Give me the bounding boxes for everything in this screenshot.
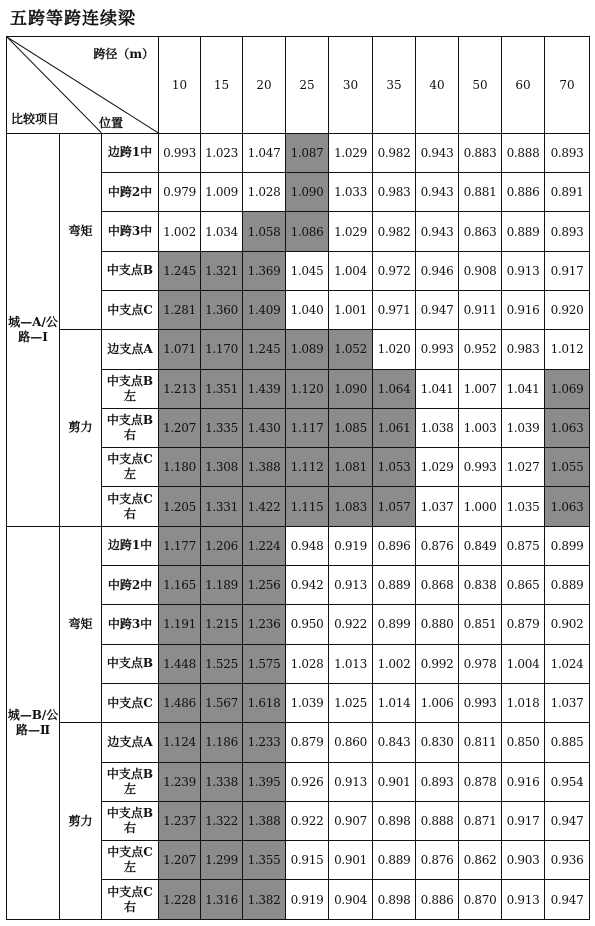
value-cell: 1.040 — [286, 290, 329, 329]
value-cell-highlighted: 1.322 — [201, 801, 243, 840]
value-cell-highlighted: 1.395 — [243, 762, 286, 801]
value-cell: 0.907 — [329, 801, 373, 840]
value-cell: 0.889 — [502, 212, 545, 251]
value-cell: 0.943 — [416, 173, 459, 212]
force-type-cell: 弯矩 — [60, 526, 102, 722]
value-cell-highlighted: 1.575 — [243, 644, 286, 683]
value-cell-highlighted: 1.083 — [329, 487, 373, 526]
value-cell: 0.893 — [416, 762, 459, 801]
value-cell: 0.982 — [373, 212, 416, 251]
position-cell: 中跨3中 — [102, 605, 159, 644]
value-cell-highlighted: 1.245 — [159, 251, 201, 290]
value-cell: 1.028 — [286, 644, 329, 683]
value-cell: 0.936 — [545, 841, 590, 880]
value-cell: 0.993 — [159, 133, 201, 172]
value-cell-highlighted: 1.061 — [373, 408, 416, 447]
value-cell-highlighted: 1.086 — [286, 212, 329, 251]
value-cell: 0.983 — [502, 330, 545, 369]
value-cell-highlighted: 1.085 — [329, 408, 373, 447]
value-cell: 1.028 — [243, 173, 286, 212]
value-cell: 0.919 — [329, 526, 373, 565]
value-cell-highlighted: 1.063 — [545, 487, 590, 526]
value-cell: 1.001 — [329, 290, 373, 329]
value-cell: 0.913 — [329, 566, 373, 605]
value-cell: 0.893 — [545, 212, 590, 251]
value-cell-highlighted: 1.117 — [286, 408, 329, 447]
value-cell: 1.006 — [416, 683, 459, 722]
value-cell: 0.891 — [545, 173, 590, 212]
force-type-cell: 剪力 — [60, 723, 102, 920]
value-cell-highlighted: 1.112 — [286, 448, 329, 487]
position-cell: 中支点C左 — [102, 448, 159, 487]
value-cell: 0.993 — [459, 448, 502, 487]
position-cell: 边跨1中 — [102, 133, 159, 172]
load-group-cell: 城—A/公路—Ⅰ — [7, 133, 60, 526]
value-cell: 1.002 — [159, 212, 201, 251]
value-cell: 0.843 — [373, 723, 416, 762]
value-cell-highlighted: 1.057 — [373, 487, 416, 526]
value-cell: 0.881 — [459, 173, 502, 212]
value-cell: 0.913 — [502, 251, 545, 290]
value-cell-highlighted: 1.058 — [243, 212, 286, 251]
value-cell-highlighted: 1.360 — [201, 290, 243, 329]
value-cell: 0.920 — [545, 290, 590, 329]
value-cell-highlighted: 1.331 — [201, 487, 243, 526]
value-cell: 0.978 — [459, 644, 502, 683]
value-cell-highlighted: 1.055 — [545, 448, 590, 487]
value-cell: 0.880 — [416, 605, 459, 644]
value-cell: 0.926 — [286, 762, 329, 801]
value-cell-highlighted: 1.189 — [201, 566, 243, 605]
value-cell: 1.035 — [502, 487, 545, 526]
value-cell: 0.879 — [502, 605, 545, 644]
value-cell-highlighted: 1.321 — [201, 251, 243, 290]
value-cell: 0.886 — [416, 880, 459, 920]
value-cell: 0.943 — [416, 133, 459, 172]
force-type-cell: 弯矩 — [60, 133, 102, 329]
value-cell: 0.871 — [459, 801, 502, 840]
value-cell: 1.007 — [459, 369, 502, 408]
value-cell: 0.952 — [459, 330, 502, 369]
value-cell-highlighted: 1.237 — [159, 801, 201, 840]
value-cell-highlighted: 1.170 — [201, 330, 243, 369]
value-cell: 1.047 — [243, 133, 286, 172]
value-cell-highlighted: 1.215 — [201, 605, 243, 644]
value-cell: 0.889 — [545, 566, 590, 605]
value-cell: 0.915 — [286, 841, 329, 880]
value-cell-highlighted: 1.233 — [243, 723, 286, 762]
table-title: 五跨等跨连续梁 — [10, 9, 136, 29]
value-cell-highlighted: 1.351 — [201, 369, 243, 408]
value-cell: 0.913 — [502, 880, 545, 920]
value-cell: 1.037 — [416, 487, 459, 526]
value-cell-highlighted: 1.256 — [243, 566, 286, 605]
value-cell-highlighted: 1.409 — [243, 290, 286, 329]
value-cell: 1.004 — [502, 644, 545, 683]
value-cell: 0.948 — [286, 526, 329, 565]
value-cell-highlighted: 1.120 — [286, 369, 329, 408]
span-header-cell: 30 — [329, 37, 373, 134]
value-cell: 0.911 — [459, 290, 502, 329]
value-cell-highlighted: 1.422 — [243, 487, 286, 526]
position-cell: 中支点C右 — [102, 487, 159, 526]
value-cell: 1.018 — [502, 683, 545, 722]
value-cell-highlighted: 1.486 — [159, 683, 201, 722]
value-cell: 0.888 — [416, 801, 459, 840]
value-cell-highlighted: 1.439 — [243, 369, 286, 408]
span-header-cell: 25 — [286, 37, 329, 134]
value-cell: 1.009 — [201, 173, 243, 212]
value-cell: 0.876 — [416, 841, 459, 880]
value-cell-highlighted: 1.090 — [329, 369, 373, 408]
header-corner-cell — [7, 37, 159, 134]
value-cell: 1.023 — [201, 133, 243, 172]
value-cell: 0.875 — [502, 526, 545, 565]
value-cell-highlighted: 1.064 — [373, 369, 416, 408]
value-cell: 1.004 — [329, 251, 373, 290]
value-cell-highlighted: 1.081 — [329, 448, 373, 487]
value-cell: 0.903 — [502, 841, 545, 880]
value-cell-highlighted: 1.430 — [243, 408, 286, 447]
table-row — [7, 330, 590, 369]
value-cell-highlighted: 1.165 — [159, 566, 201, 605]
value-cell-highlighted: 1.308 — [201, 448, 243, 487]
value-cell: 0.901 — [373, 762, 416, 801]
value-cell-highlighted: 1.525 — [201, 644, 243, 683]
position-cell: 中支点C右 — [102, 880, 159, 920]
value-cell-highlighted: 1.071 — [159, 330, 201, 369]
value-cell: 1.038 — [416, 408, 459, 447]
value-cell: 0.889 — [373, 841, 416, 880]
value-cell-highlighted: 1.089 — [286, 330, 329, 369]
value-cell: 1.014 — [373, 683, 416, 722]
force-type-cell: 剪力 — [60, 330, 102, 526]
value-cell-highlighted: 1.618 — [243, 683, 286, 722]
value-cell-highlighted: 1.053 — [373, 448, 416, 487]
value-cell: 0.811 — [459, 723, 502, 762]
value-cell-highlighted: 1.177 — [159, 526, 201, 565]
value-cell: 0.870 — [459, 880, 502, 920]
value-cell: 0.883 — [459, 133, 502, 172]
value-cell: 1.029 — [416, 448, 459, 487]
value-cell: 0.863 — [459, 212, 502, 251]
value-cell: 0.851 — [459, 605, 502, 644]
value-cell: 1.020 — [373, 330, 416, 369]
value-cell: 0.899 — [373, 605, 416, 644]
value-cell: 1.037 — [545, 683, 590, 722]
value-cell: 0.946 — [416, 251, 459, 290]
position-cell: 边支点A — [102, 723, 159, 762]
value-cell: 1.033 — [329, 173, 373, 212]
value-cell: 0.902 — [545, 605, 590, 644]
value-cell: 0.878 — [459, 762, 502, 801]
value-cell-highlighted: 1.052 — [329, 330, 373, 369]
value-cell: 0.916 — [502, 762, 545, 801]
value-cell-highlighted: 1.567 — [201, 683, 243, 722]
value-cell: 1.025 — [329, 683, 373, 722]
span-axis-label: 跨径（m） — [93, 47, 155, 61]
value-cell: 1.041 — [502, 369, 545, 408]
value-cell: 0.889 — [373, 566, 416, 605]
value-cell: 1.045 — [286, 251, 329, 290]
value-cell: 0.876 — [416, 526, 459, 565]
value-cell-highlighted: 1.207 — [159, 408, 201, 447]
value-cell: 0.950 — [286, 605, 329, 644]
value-cell: 0.971 — [373, 290, 416, 329]
value-cell: 1.039 — [286, 683, 329, 722]
position-cell: 中支点C — [102, 683, 159, 722]
position-cell: 中跨2中 — [102, 566, 159, 605]
value-cell: 0.862 — [459, 841, 502, 880]
value-cell: 1.027 — [502, 448, 545, 487]
value-cell: 0.943 — [416, 212, 459, 251]
value-cell-highlighted: 1.191 — [159, 605, 201, 644]
value-cell-highlighted: 1.338 — [201, 762, 243, 801]
value-cell: 1.034 — [201, 212, 243, 251]
value-cell: 0.879 — [286, 723, 329, 762]
position-cell: 中支点B左 — [102, 762, 159, 801]
position-cell: 中支点B右 — [102, 408, 159, 447]
value-cell: 0.849 — [459, 526, 502, 565]
value-cell: 1.002 — [373, 644, 416, 683]
value-cell: 1.000 — [459, 487, 502, 526]
value-cell-highlighted: 1.355 — [243, 841, 286, 880]
value-cell-highlighted: 1.388 — [243, 801, 286, 840]
value-cell: 0.850 — [502, 723, 545, 762]
value-cell: 0.916 — [502, 290, 545, 329]
comparison-table — [6, 36, 590, 920]
value-cell-highlighted: 1.382 — [243, 880, 286, 920]
value-cell: 0.947 — [416, 290, 459, 329]
table-row — [7, 133, 590, 172]
value-cell: 0.886 — [502, 173, 545, 212]
value-cell: 0.885 — [545, 723, 590, 762]
value-cell: 0.896 — [373, 526, 416, 565]
value-cell: 0.982 — [373, 133, 416, 172]
value-cell-highlighted: 1.448 — [159, 644, 201, 683]
load-group-cell: 城—B/公路—Ⅱ — [7, 526, 60, 919]
position-cell: 中支点B左 — [102, 369, 159, 408]
span-header-cell: 15 — [201, 37, 243, 134]
span-header-cell: 10 — [159, 37, 201, 134]
value-cell-highlighted: 1.115 — [286, 487, 329, 526]
position-axis-label: 位置 — [99, 115, 124, 130]
value-cell: 0.993 — [459, 683, 502, 722]
value-cell: 0.972 — [373, 251, 416, 290]
span-header-cell: 20 — [243, 37, 286, 134]
value-cell-highlighted: 1.316 — [201, 880, 243, 920]
value-cell: 0.919 — [286, 880, 329, 920]
value-cell: 0.947 — [545, 801, 590, 840]
value-cell: 0.899 — [545, 526, 590, 565]
value-cell: 1.013 — [329, 644, 373, 683]
value-cell-highlighted: 1.124 — [159, 723, 201, 762]
value-cell: 0.922 — [286, 801, 329, 840]
position-cell: 中跨2中 — [102, 173, 159, 212]
value-cell-highlighted: 1.239 — [159, 762, 201, 801]
value-cell: 1.024 — [545, 644, 590, 683]
value-cell: 1.012 — [545, 330, 590, 369]
value-cell: 1.029 — [329, 133, 373, 172]
value-cell: 0.913 — [329, 762, 373, 801]
position-cell: 中支点B右 — [102, 801, 159, 840]
value-cell: 0.830 — [416, 723, 459, 762]
table-body — [7, 37, 590, 920]
position-cell: 边跨1中 — [102, 526, 159, 565]
value-cell-highlighted: 1.245 — [243, 330, 286, 369]
position-cell: 中跨3中 — [102, 212, 159, 251]
value-cell-highlighted: 1.206 — [201, 526, 243, 565]
value-cell-highlighted: 1.063 — [545, 408, 590, 447]
position-cell: 中支点C — [102, 290, 159, 329]
value-cell: 0.898 — [373, 880, 416, 920]
value-cell: 0.868 — [416, 566, 459, 605]
value-cell: 0.917 — [545, 251, 590, 290]
span-header-cell: 60 — [502, 37, 545, 134]
value-cell: 0.888 — [502, 133, 545, 172]
value-cell: 0.917 — [502, 801, 545, 840]
table-row — [7, 526, 590, 565]
value-cell: 0.898 — [373, 801, 416, 840]
value-cell: 1.003 — [459, 408, 502, 447]
item-axis-label: 比较项目 — [11, 111, 60, 126]
value-cell-highlighted: 1.281 — [159, 290, 201, 329]
value-cell-highlighted: 1.335 — [201, 408, 243, 447]
span-header-cell: 50 — [459, 37, 502, 134]
value-cell-highlighted: 1.069 — [545, 369, 590, 408]
value-cell: 0.979 — [159, 173, 201, 212]
value-cell-highlighted: 1.087 — [286, 133, 329, 172]
value-cell-highlighted: 1.388 — [243, 448, 286, 487]
position-cell: 中支点B — [102, 251, 159, 290]
value-cell: 0.901 — [329, 841, 373, 880]
value-cell: 0.993 — [416, 330, 459, 369]
value-cell-highlighted: 1.213 — [159, 369, 201, 408]
value-cell-highlighted: 1.299 — [201, 841, 243, 880]
value-cell: 0.983 — [373, 173, 416, 212]
span-header-cell: 70 — [545, 37, 590, 134]
value-cell-highlighted: 1.205 — [159, 487, 201, 526]
value-cell: 0.865 — [502, 566, 545, 605]
value-cell: 0.954 — [545, 762, 590, 801]
value-cell-highlighted: 1.224 — [243, 526, 286, 565]
value-cell-highlighted: 1.228 — [159, 880, 201, 920]
header-row — [7, 37, 590, 134]
value-cell: 0.992 — [416, 644, 459, 683]
value-cell-highlighted: 1.180 — [159, 448, 201, 487]
value-cell: 1.041 — [416, 369, 459, 408]
span-header-cell: 35 — [373, 37, 416, 134]
value-cell: 0.922 — [329, 605, 373, 644]
value-cell: 0.942 — [286, 566, 329, 605]
value-cell-highlighted: 1.090 — [286, 173, 329, 212]
value-cell: 1.029 — [329, 212, 373, 251]
value-cell: 0.893 — [545, 133, 590, 172]
value-cell-highlighted: 1.186 — [201, 723, 243, 762]
value-cell-highlighted: 1.236 — [243, 605, 286, 644]
position-cell: 中支点B — [102, 644, 159, 683]
value-cell: 1.039 — [502, 408, 545, 447]
value-cell-highlighted: 1.369 — [243, 251, 286, 290]
table-row — [7, 723, 590, 762]
position-cell: 中支点C左 — [102, 841, 159, 880]
value-cell: 0.904 — [329, 880, 373, 920]
value-cell: 0.838 — [459, 566, 502, 605]
value-cell: 0.947 — [545, 880, 590, 920]
value-cell: 0.908 — [459, 251, 502, 290]
value-cell-highlighted: 1.207 — [159, 841, 201, 880]
value-cell: 0.860 — [329, 723, 373, 762]
span-header-cell: 40 — [416, 37, 459, 134]
position-cell: 边支点A — [102, 330, 159, 369]
